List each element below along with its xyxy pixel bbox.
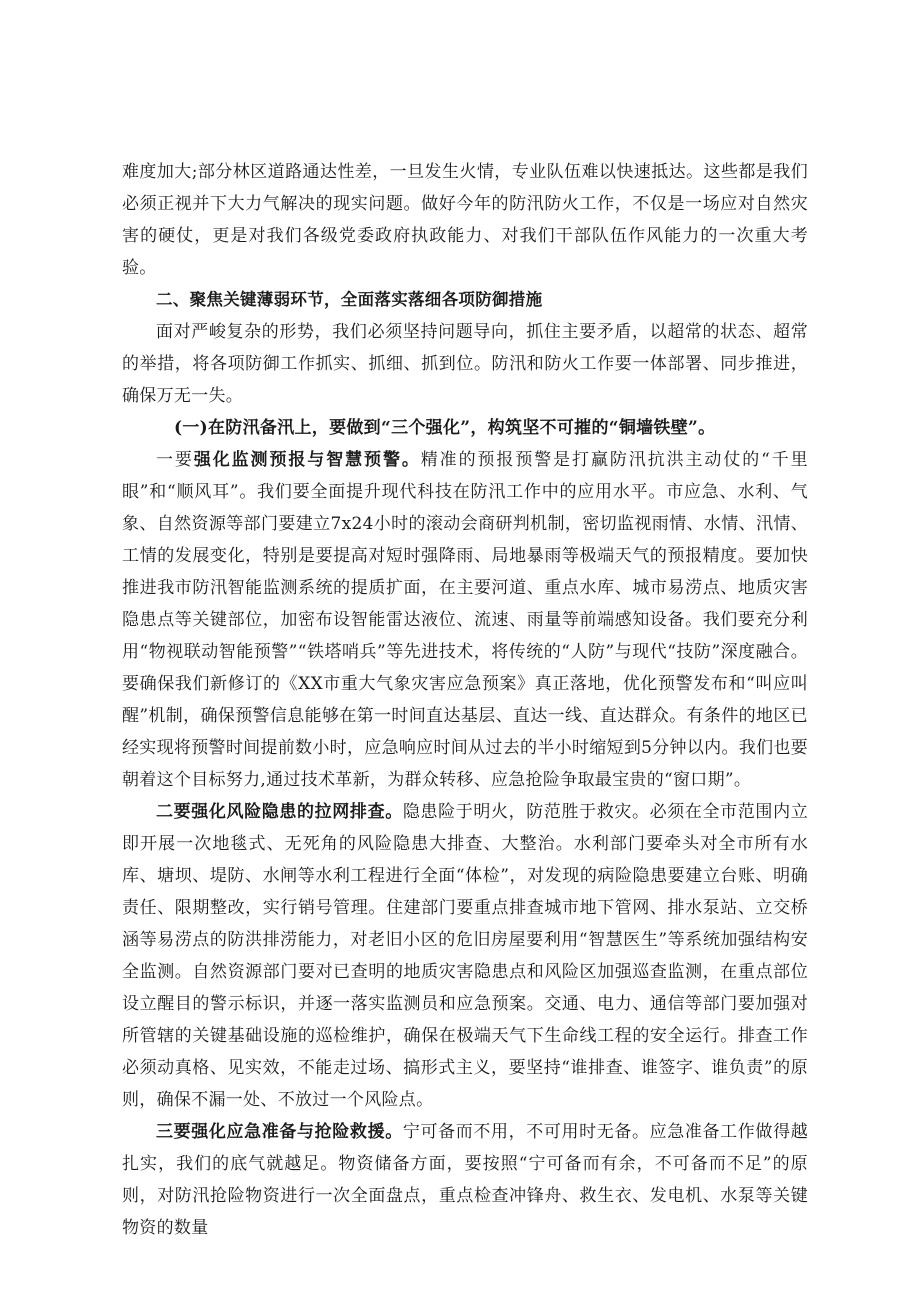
paragraph-5-body: 宁可备而不用，不可用时无备。应急准备工作做得越扎实，我们的底气就越足。物资储备方面，要按照“宁可备而有余，不可备而不足”的原则，对防汛抢险物资进行一次全面盘点，重点检查冲锋舟、救生衣、发电机、水泵等关键物资的数量 [122,1122,808,1238]
paragraph-3 [122,444,808,796]
paragraph-4-body: 隐患险于明火，防范胜于救灾。必须在全市范围内立即开展一次地毯式、无死角的风险隐患大排查、大整治。水利部门要牵头对全市所有水库、塘坝、堤防、水闸等水利工程进行全面“体检”，对发现的病险隐患要建立台账、明确责任、限期整改，实行销号管理。住建部门要重点排查城市地下管网、排水泵站、立交桥涵等易涝点的防洪排涝能力，对老旧小区的危旧房屋要利用“智慧医生”等系统加强结构安全监测。自然资源部门要对已查明的地质灾害隐患点和风险区加强巡查监测，在重点部位设立醒目的警示标识，并逐一落实监测员和应急预案。交通、电力、通信等部门要加强对所管辖的关键基础设施的巡检维护，确保在极端天气下生命线工程的安全运行。排查工作必须动真格、见实效，不能走过场、搞形式主义，要坚持“谁排查、谁签字、谁负责”的原则，确保不漏一处、不放过一个风险点。 [122,802,808,1110]
paragraph-1: 难度加大;部分林区道路通达性差，一旦发生火情，专业队伍难以快速抵达。这些都是我们必须正视并下大力气解决的现实问题。做好今年的防汛防火工作，不仅是一场应对自然灾害的硬仗，更是对我们各级党委政府执政能力、对我们干部队伍作风能力的一次重大考验。 [122,162,808,278]
paragraph-2: 面对严峻复杂的形势，我们必须坚持问题导向，抓住主要矛盾，以超常的状态、超常的举措，将各项防御工作抓实、抓细、抓到位。防汛和防火工作要一体部署、同步推进，确保万无一失。 [122,322,808,406]
paragraph-3-prefix: 一要 [156,450,194,470]
document-page [122,156,808,1244]
paragraph-3-lead: 强化监测预报与智慧预警。 [193,450,421,470]
paragraph-5 [122,1116,808,1244]
paragraph-5-lead: 三要强化应急准备与抢险救援。 [156,1122,403,1142]
paragraph-4-lead: 二要强化风险隐患的拉网排查。 [156,802,403,822]
paragraph-3-body: 精准的预报预警是打赢防汛抗洪主动仗的“千里眼”和“顺风耳”。我们要全面提升现代科技在防汛工作中的应用水平。市应急、水利、气象、自然资源等部门要建立7x24小时的滚动会商研判机制，密切监视雨情、水情、汛情、工情的发展变化，特别是要提高对短时强降雨、局地暴雨等极端天气的预报精度。要加快推进我市防汛智能监测系统的提质扩面，在主要河道、重点水库、城市易涝点、地质灾害隐患点等关键部位，加密布设智能雷达液位、流速、雨量等前端感知设备。我们要充分利用“物视联动智能预警”“铁塔哨兵”等先进技术，将传统的“人防”与现代“技防”深度融合。要确保我们新修订的《XX市重大气象灾害应急预案》真正落地，优化预警发布和“叫应叫醒”机制，确保预警信息能够在第一时间直达基层、直达一线、直达群众。有条件的地区已经实现将预警时间提前数小时，应急响应时间从过去的半小时缩短到5分钟以内。我们也要朝着这个目标努力,通过技术革新，为群众转移、应急抢险争取最宝贵的“窗口期”。 [122,450,808,790]
section-heading-2: 二、聚焦关键薄弱环节，全面落实落细各项防御措施 [156,290,543,309]
subsection-heading-1: (一)在防汛备汛上，要做到“三个强化”，构筑坚不可摧的“铜墙铁壁”。 [174,418,716,438]
paragraph-4 [122,796,808,1116]
